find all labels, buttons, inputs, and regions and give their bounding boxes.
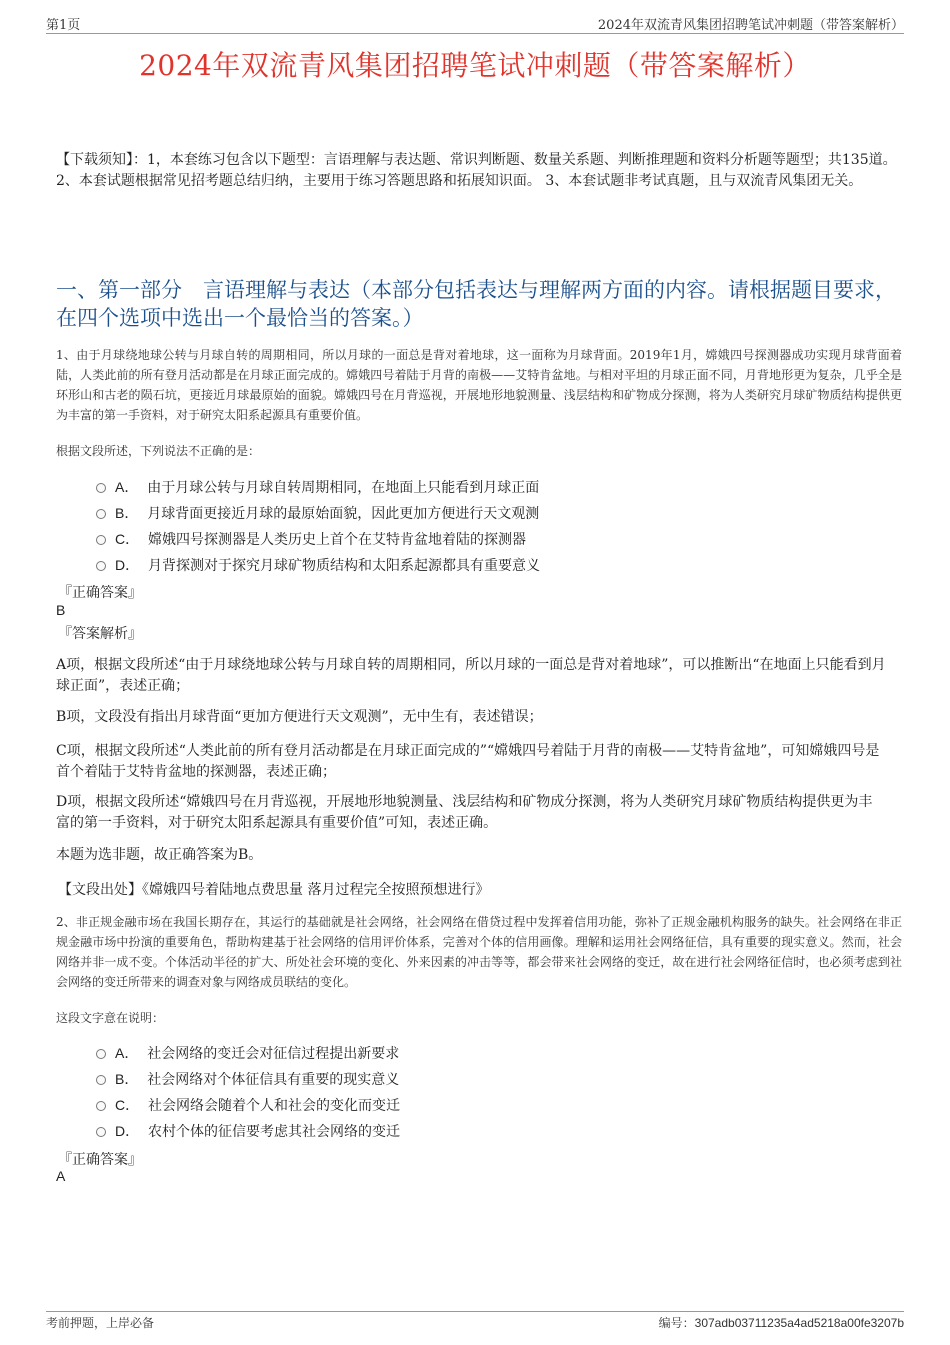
option-label: A． [115, 479, 139, 495]
question-2-option-c[interactable] [96, 1095, 400, 1115]
analysis-conclusion: 本题为选非题，故正确答案为B。 [56, 847, 263, 863]
analysis-heading: 『答案解析』 [58, 626, 142, 642]
radio-icon[interactable] [96, 1049, 106, 1059]
option-text: 社会网络会随着个人和社会的变化而变迁 [148, 1098, 401, 1114]
correct-answer-value: A [56, 1168, 66, 1184]
radio-icon[interactable] [96, 561, 106, 571]
radio-icon[interactable] [96, 1101, 106, 1111]
option-text: 农村个体的征信要考虑其社会网络的变迁 [148, 1124, 401, 1140]
question-2-stem: 2、非正规金融市场在我国长期存在，其运行的基础就是社会网络，社会网络在借贷过程中发挥着信用功能，弥补了正规金融机构服务的缺失。社会网络在非正规金融市场中扮演的重要角色，帮助构建基于社会网络的信用评价体系，完善对个体的信用画像。理解和运用社会网络征信，具有重要的现实意义。然而，社会网络并非一成不变。个体活动半径的扩大、所处社会环境的变化、外来因素的冲击等等，都会带来社会网络的变迁，故在进行社会网络征信时，也必须考虑到社会网络的变迁所带来的调查对象与网络成员联结的变化。 [56, 915, 902, 989]
document-title: 2024年双流青风集团招聘笔试冲刺题（带答案解析） [139, 49, 811, 82]
option-label: B． [115, 505, 139, 521]
question-1-stem: 1、由于月球绕地球公转与月球自转的周期相同，所以月球的一面总是背对着地球，这一面称为月球背面。2019年1月，嫦娥四号探测器成功实现月球背面着陆，人类此前的所有登月活动都是在月球正面完成的。嫦娥四号着陆于月背的南极——艾特肯盆地。与相对平坦的月球正面不同，月背地形更为复杂，几乎全是环形山和古老的陨石坑，更接近月球最原始的面貌。嫦娥四号在月背巡视，开展地形地貌测量、浅层结构和矿物成分探测，将为人类研究月球矿物质结构提供更为丰富的第一手资料，对于研究太阳系起源具有重要价值。 [56, 348, 902, 422]
option-label: A． [115, 1045, 139, 1061]
option-text: 嫦娥四号探测器是人类历史上首个在艾特肯盆地着陆的探测器 [148, 532, 527, 548]
option-text: 月背探测对于探究月球矿物质结构和太阳系起源都具有重要意义 [148, 558, 541, 574]
analysis-a: A项，根据文段所述“由于月球绕地球公转与月球自转的周期相同，所以月球的一面总是背对着地球”，可以推断出“在地面上只能看到月球正面”，表述正确； [56, 657, 886, 694]
radio-icon[interactable] [96, 1075, 106, 1085]
question-1-prompt: 根据文段所述，下列说法不正确的是： [56, 444, 261, 458]
option-label: D． [115, 1123, 140, 1139]
question-1-option-d[interactable] [96, 555, 540, 575]
option-text: 社会网络对个体征信具有重要的现实意义 [147, 1072, 400, 1088]
option-label: B． [115, 1071, 139, 1087]
question-1-option-b[interactable] [96, 503, 539, 523]
question-2-prompt: 这段文字意在说明： [56, 1011, 165, 1025]
section-heading: 一、第一部分 言语理解与表达（本部分包括表达与理解两方面的内容。请根据题目要求，在四个选项中选出一个最恰当的答案。） [56, 278, 896, 330]
correct-answer-heading: 『正确答案』 [58, 1152, 142, 1168]
correct-answer-heading: 『正确答案』 [58, 585, 142, 601]
code-value: 307adb03711235a4ad5218a00fe3207b [694, 1316, 904, 1330]
option-label: D． [115, 557, 140, 573]
footer-slogan: 考前押题，上岸必备 [46, 1316, 155, 1330]
analysis-d: D项，根据文段所述“嫦娥四号在月背巡视，开展地形地貌测量、浅层结构和矿物成分探测，将为人类研究月球矿物质结构提供更为丰富的第一手资料，对于研究太阳系起源具有重要价值”可知，表述正确。 [56, 794, 873, 831]
download-notice: 【下载须知】：1，本套练习包含以下题型：言语理解与表达题、常识判断题、数量关系题、判断推理题和资料分析题等题型；共135道。 2、本套试题根据常见招考题总结归纳，主要用于练习答题思路和拓展知识面。 3、本套试题非考试真题，且与双流青风集团无关。 [56, 152, 897, 189]
option-text: 由于月球公转与月球自转周期相同，在地面上只能看到月球正面 [147, 480, 540, 496]
option-label: C． [115, 531, 140, 547]
radio-icon[interactable] [96, 509, 106, 519]
option-label: C． [115, 1097, 140, 1113]
page-number: 第1页 [46, 18, 81, 33]
question-1-option-c[interactable] [96, 529, 526, 549]
analysis-b: B项，文段没有指出月球背面“更加方便进行天文观测”，无中生有，表述错误； [56, 709, 543, 725]
option-text: 社会网络的变迁会对征信过程提出新要求 [147, 1046, 400, 1062]
code-label: 编号： [658, 1316, 695, 1330]
question-2-option-a[interactable] [96, 1043, 399, 1063]
question-2-option-b[interactable] [96, 1069, 399, 1089]
running-header-title: 2024年双流青风集团招聘笔试冲刺题（带答案解析） [597, 18, 904, 33]
radio-icon[interactable] [96, 1127, 106, 1137]
footer-divider [46, 1311, 904, 1312]
analysis-c: C项，根据文段所述“人类此前的所有登月活动都是在月球正面完成的”“嫦娥四号着陆于月背的南极——艾特肯盆地”，可知嫦娥四号是首个着陆于艾特肯盆地的探测器，表述正确； [56, 743, 880, 780]
question-2-option-d[interactable] [96, 1121, 400, 1141]
document-code [659, 1314, 904, 1331]
source-citation: 【文段出处】《嫦娥四号着陆地点费思量 落月过程完全按照预想进行》 [58, 882, 490, 898]
question-1-option-a[interactable] [96, 477, 539, 497]
radio-icon[interactable] [96, 483, 106, 493]
correct-answer-value: B [56, 602, 66, 618]
radio-icon[interactable] [96, 535, 106, 545]
option-text: 月球背面更接近月球的最原始面貌，因此更加方便进行天文观测 [147, 506, 540, 522]
header-divider [46, 33, 904, 34]
